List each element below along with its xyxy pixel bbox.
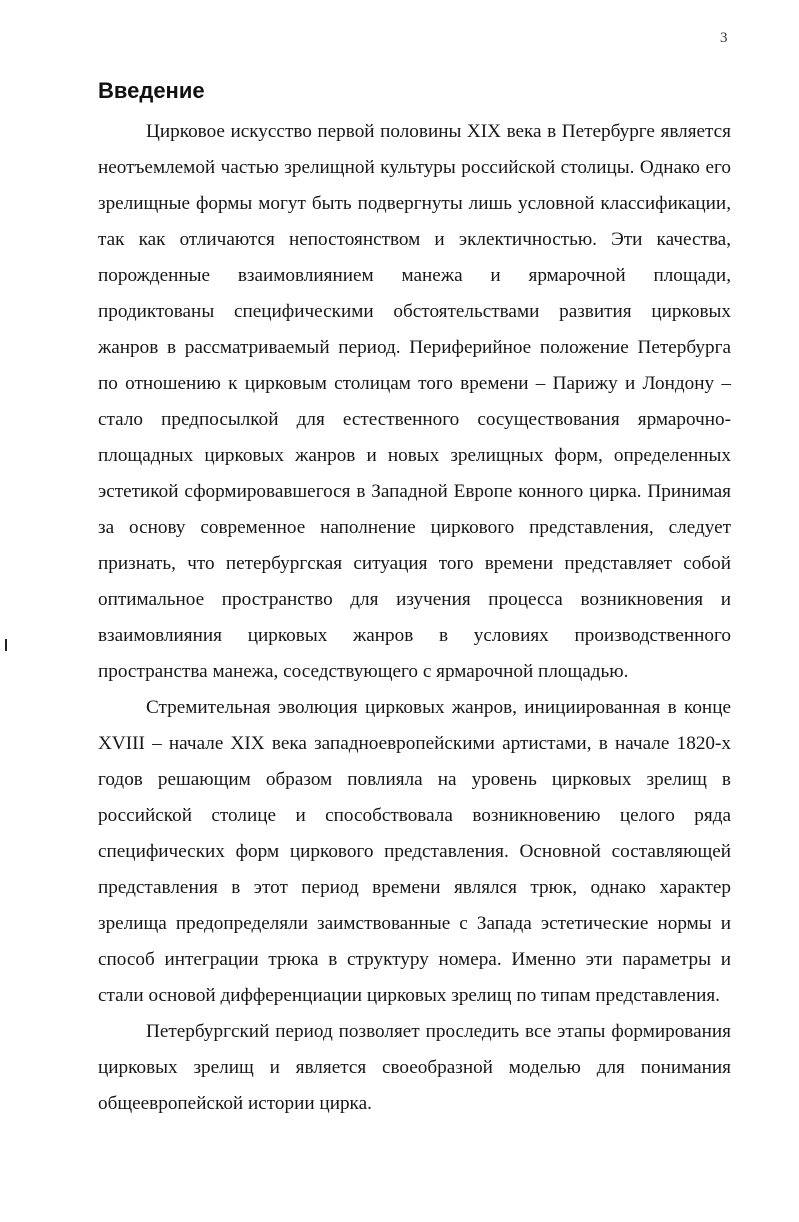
- section-heading: Введение: [98, 78, 205, 103]
- paragraph-2: Стремительная эволюция цирковых жанров, инициированная в конце XVIII – начале XIX века западноевропейскими артистами, в начале 1820-х годов решающим образом повлияла на уровень цирковых зрелищ в российской столице и способствовала возникновению целого ряда специфических форм циркового представления. Основной составляющей представления в этот период времени являлся трюк, однако характер зрелища предопределяли заимствованные с Запада эстетические нормы и способ интеграции трюка в структуру номера. Именно эти параметры и стали основой дифференциации цирковых зрелищ по типам представления.: [98, 697, 731, 1006]
- body-text: [98, 114, 731, 1122]
- page-number: 3: [720, 30, 728, 46]
- paragraph-1: Цирковое искусство первой половины XIX века в Петербурге является неотъемлемой частью зрелищной культуры российской столицы. Однако его зрелищные формы могут быть подвергнуты лишь условной классификации, так как отличаются непостоянством и эклектичностью. Эти качества, порожденные взаимовлиянием манежа и ярмарочной площади, продиктованы специфическими обстоятельствами развития цирковых жанров в рассматриваемый период. Периферийное положение Петербурга по отношению к цирковым столицам того времени – Парижу и Лондону – стало предпосылкой для естественного сосуществования ярмарочно-площадных цирковых жанров и новых зрелищных форм, определенных эстетикой сформировавшегося в Западной Европе конного цирка. Принимая за основу современное наполнение циркового представления, следует признать, что петербургская ситуация того времени представляет собой оптимальное пространство для изучения процесса возникновения и взаимовлияния цирковых жанров в условиях производственного пространства манежа, соседствующего с ярмарочной площадью.: [98, 121, 731, 682]
- scan-margin-mark: [5, 639, 7, 651]
- paragraph-3: Петербургский период позволяет проследить все этапы формирования цирковых зрелищ и является своеобразной моделью для понимания общеевропейской истории цирка.: [98, 1021, 731, 1114]
